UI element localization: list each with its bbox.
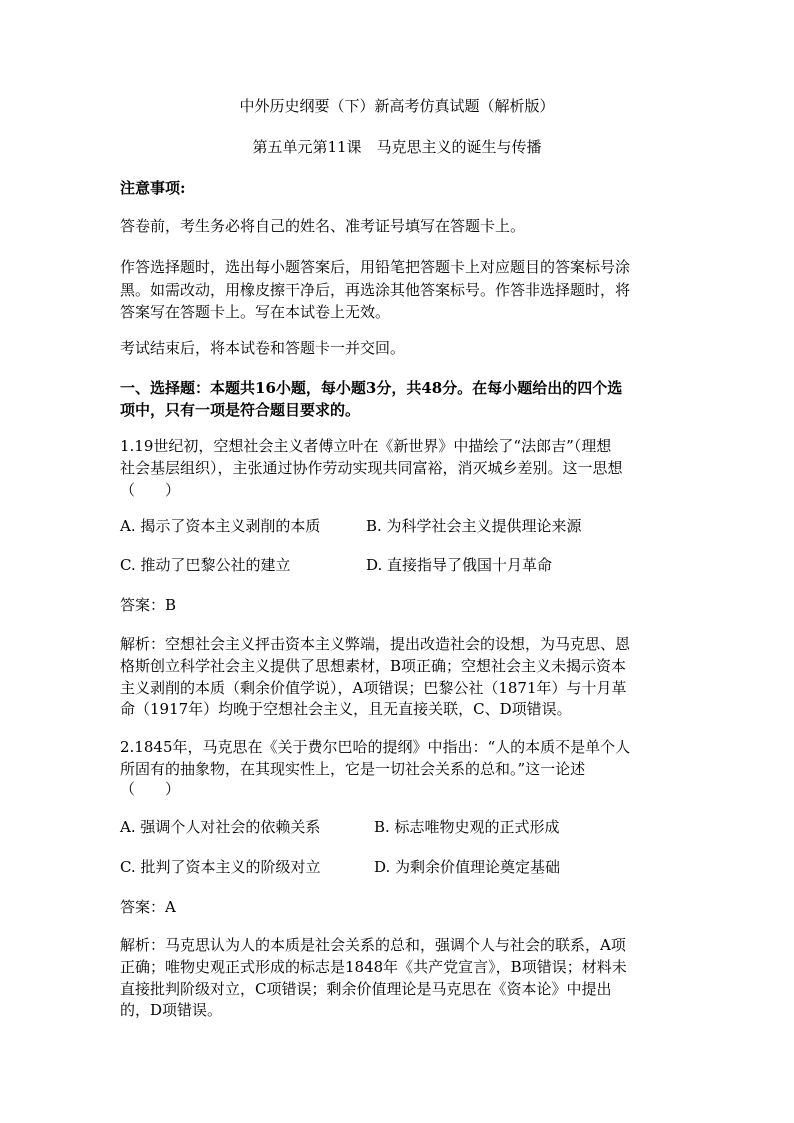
notice-item-2-line-3: 答案写在答题卡上。写在本试卷上无效。 [120, 303, 391, 321]
q2-stem-line-1: 2.1845年，马克思在《关于费尔巴哈的提纲》中指出：“人的本质不是单个人 [120, 738, 631, 756]
document-title: 中外历史纲要（下）新高考仿真试题（解析版） [239, 97, 555, 115]
q1-stem-line-3: （ ） [120, 481, 181, 499]
document-subtitle: 第五单元第11课 马克思主义的诞生与传播 [252, 138, 542, 156]
q2-analysis-line-1: 解析：马克思认为人的本质是社会关系的总和，强调个人与社会的联系，A项 [120, 936, 626, 954]
q1-answer: 答案：B [120, 596, 177, 614]
q2-analysis-line-3: 直接批判阶级对立，C项错误；剩余价值理论是马克思在《资本论》中提出 [120, 980, 612, 998]
q1-analysis-line-3: 主义剥削的本质（剩余价值学说），A项错误；巴黎公社（1871年）与十月革 [120, 679, 627, 697]
q1-stem-line-1: 1.19世纪初，空想社会主义者傅立叶在《新世界》中描绘了“法郎吉”（理想 [120, 437, 612, 455]
notice-item-2-line-2: 黑。如需改动，用橡皮擦干净后，再选涂其他答案标号。作答非选择题时，将 [120, 281, 631, 299]
notice-item-3: 考试结束后，将本试卷和答题卡一并交回。 [120, 339, 406, 357]
q1-stem-line-2: 社会基层组织），主张通过协作劳动实现共同富裕，消灭城乡差别。这一思想 [120, 459, 623, 477]
notice-heading: 注意事项: [120, 179, 186, 197]
section-heading-line-2: 项中，只有一项是符合题目要求的。 [120, 401, 361, 419]
q2-stem-line-3: （ ） [120, 780, 181, 798]
q2-analysis-line-2: 正确；唯物史观正式形成的标志是1848年《共产党宣言》，B项错误；材料未 [120, 958, 627, 976]
notice-item-1: 答卷前，考生务必将自己的姓名、准考证号填写在答题卡上。 [120, 217, 526, 235]
q1-option-b: B. 为科学社会主义提供理论来源 [366, 517, 582, 535]
q1-option-a: A. 揭示了资本主义剥削的本质 [120, 517, 321, 535]
q2-option-c: C. 批判了资本主义的阶级对立 [120, 858, 321, 876]
section-heading-line-1: 一、选择题：本题共16小题，每小题3分，共48分。在每小题给出的四个选 [120, 379, 623, 397]
q1-option-c: C. 推动了巴黎公社的建立 [120, 556, 291, 574]
q1-analysis-line-2: 格斯创立科学社会主义提供了思想素材，B项正确；空想社会主义未揭示资本 [120, 657, 627, 675]
q1-option-d: D. 直接指导了俄国十月革命 [366, 556, 553, 574]
q1-analysis-line-1: 解析：空想社会主义抨击资本主义弊端，提出改造社会的设想，为马克思、恩 [120, 635, 631, 653]
q2-option-a: A. 强调个人对社会的依赖关系 [120, 818, 321, 836]
q2-stem-line-2: 所固有的抽象物，在其现实性上，它是一切社会关系的总和。”这一论述 [120, 760, 586, 778]
q2-analysis-line-4: 的，D项错误。 [120, 1001, 223, 1019]
q1-analysis-line-4: 命（1917年）均晚于空想社会主义，且无直接关联，C、D项错误。 [120, 700, 572, 718]
q2-option-b: B. 标志唯物史观的正式形成 [374, 818, 560, 836]
q2-option-d: D. 为剩余价值理论奠定基础 [374, 858, 561, 876]
q2-answer: 答案：A [120, 898, 176, 916]
notice-item-2-line-1: 作答选择题时，选出每小题答案后，用铅笔把答题卡上对应题目的答案标号涂 [120, 258, 631, 276]
